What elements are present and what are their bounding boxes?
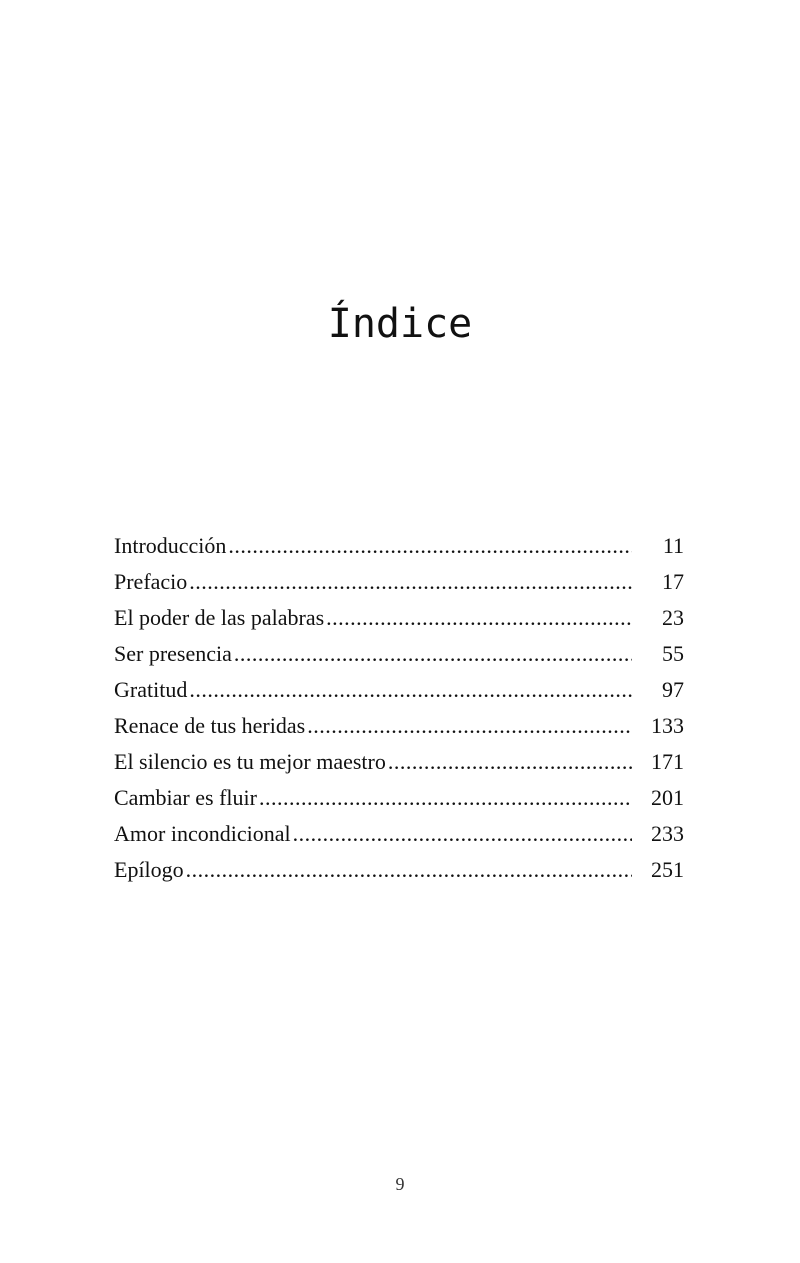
toc-dot-leader	[234, 636, 632, 672]
toc-entry-label: Gratitud	[114, 677, 188, 702]
toc-dot-leader	[259, 780, 632, 816]
toc-entry-page: 11	[662, 533, 684, 558]
toc-entry-label: Amor incondicional	[114, 821, 291, 846]
toc-entry-label: Renace de tus heridas	[114, 713, 306, 738]
toc-entry-page: 17	[662, 569, 684, 594]
toc-dot-leader	[189, 564, 632, 600]
toc-entry-page: 97	[662, 677, 684, 702]
toc-dot-leader	[228, 528, 632, 564]
toc-dot-leader	[293, 816, 632, 852]
toc-entry	[114, 744, 684, 780]
toc-entry	[114, 636, 684, 672]
toc-entry-label: El poder de las palabras	[114, 605, 325, 630]
toc-dot-leader	[326, 600, 632, 636]
toc-entry-page: 233	[651, 821, 684, 846]
toc-entry-label: Ser presencia	[114, 641, 232, 666]
toc-entry-page: 171	[651, 749, 684, 774]
toc-entry-page: 251	[651, 857, 684, 882]
toc-entry	[114, 528, 684, 564]
toc-entry	[114, 852, 684, 888]
toc-entry	[114, 780, 684, 816]
toc-entry-label: Prefacio	[114, 569, 188, 594]
toc-dot-leader	[307, 708, 632, 744]
toc-entry-page: 133	[651, 713, 684, 738]
toc-dot-leader	[388, 744, 632, 780]
page-title: Índice	[327, 301, 473, 347]
toc-entry-label: Epílogo	[114, 857, 184, 882]
toc-entry	[114, 564, 684, 600]
toc-entry	[114, 600, 684, 636]
toc-entry-page: 23	[662, 605, 684, 630]
toc-entry	[114, 672, 684, 708]
toc-entry-page: 201	[651, 785, 684, 810]
toc-entry	[114, 708, 684, 744]
toc-entry-label: El silencio es tu mejor maestro	[114, 749, 386, 774]
toc-entry	[114, 816, 684, 852]
table-of-contents	[114, 528, 684, 888]
toc-dot-leader	[189, 672, 632, 708]
toc-entry-label: Introducción	[114, 533, 227, 558]
toc-entry-label: Cambiar es fluir	[114, 785, 257, 810]
toc-dot-leader	[186, 852, 632, 888]
page-number: 9	[395, 1174, 405, 1194]
toc-entry-page: 55	[662, 641, 684, 666]
